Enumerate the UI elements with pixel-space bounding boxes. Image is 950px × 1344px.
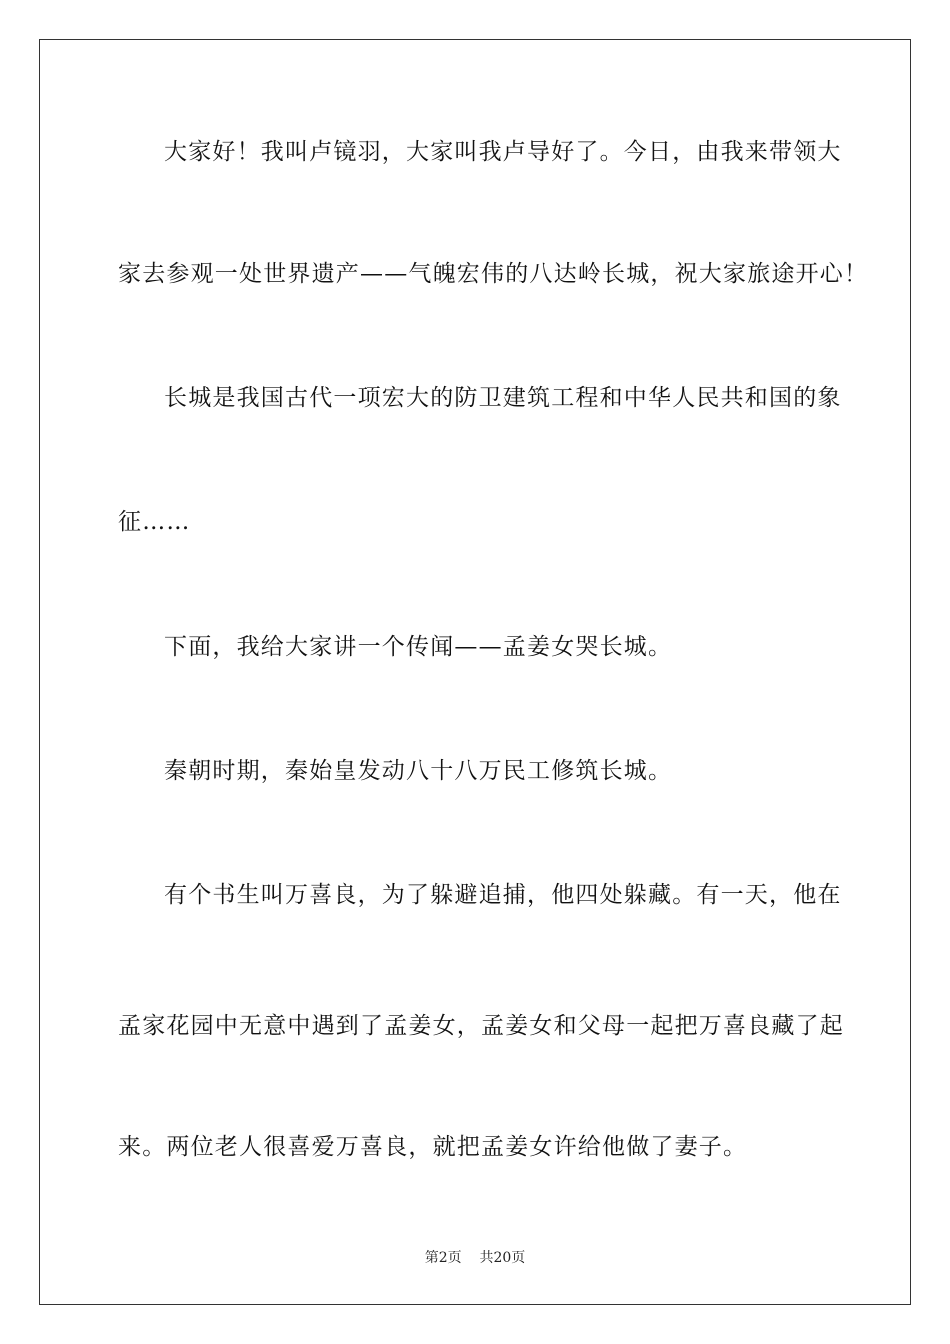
page-number: 第2页 (424, 1250, 462, 1266)
paragraph-2-line-2: 征…… (118, 509, 191, 535)
paragraph-4-line-1: 秦朝时期，秦始皇发动八十八万民工修筑长城。 (164, 758, 673, 784)
page-frame (39, 39, 911, 1305)
page-total: 共20页 (479, 1250, 526, 1266)
paragraph-5-line-2: 孟家花园中无意中遇到了孟姜女，孟姜女和父母一起把万喜良藏了起 (118, 1013, 844, 1039)
page-footer (0, 1247, 950, 1267)
paragraph-5-line-1: 有个书生叫万喜良，为了躲避追捕，他四处躲藏。有一天，他在 (164, 882, 842, 908)
paragraph-5-line-3: 来。两位老人很喜爱万喜良，就把孟姜女许给他做了妻子。 (118, 1134, 748, 1160)
paragraph-1-line-2: 家去参观一处世界遗产——气魄宏伟的八达岭长城，祝大家旅途开心！ (118, 261, 869, 287)
paragraph-1-line-1: 大家好！我叫卢镜羽，大家叫我卢导好了。今日，由我来带领大 (164, 139, 842, 165)
paragraph-2-line-1: 长城是我国古代一项宏大的防卫建筑工程和中华人民共和国的象 (164, 385, 842, 411)
paragraph-3-line-1: 下面，我给大家讲一个传闻——孟姜女哭长城。 (164, 634, 673, 660)
